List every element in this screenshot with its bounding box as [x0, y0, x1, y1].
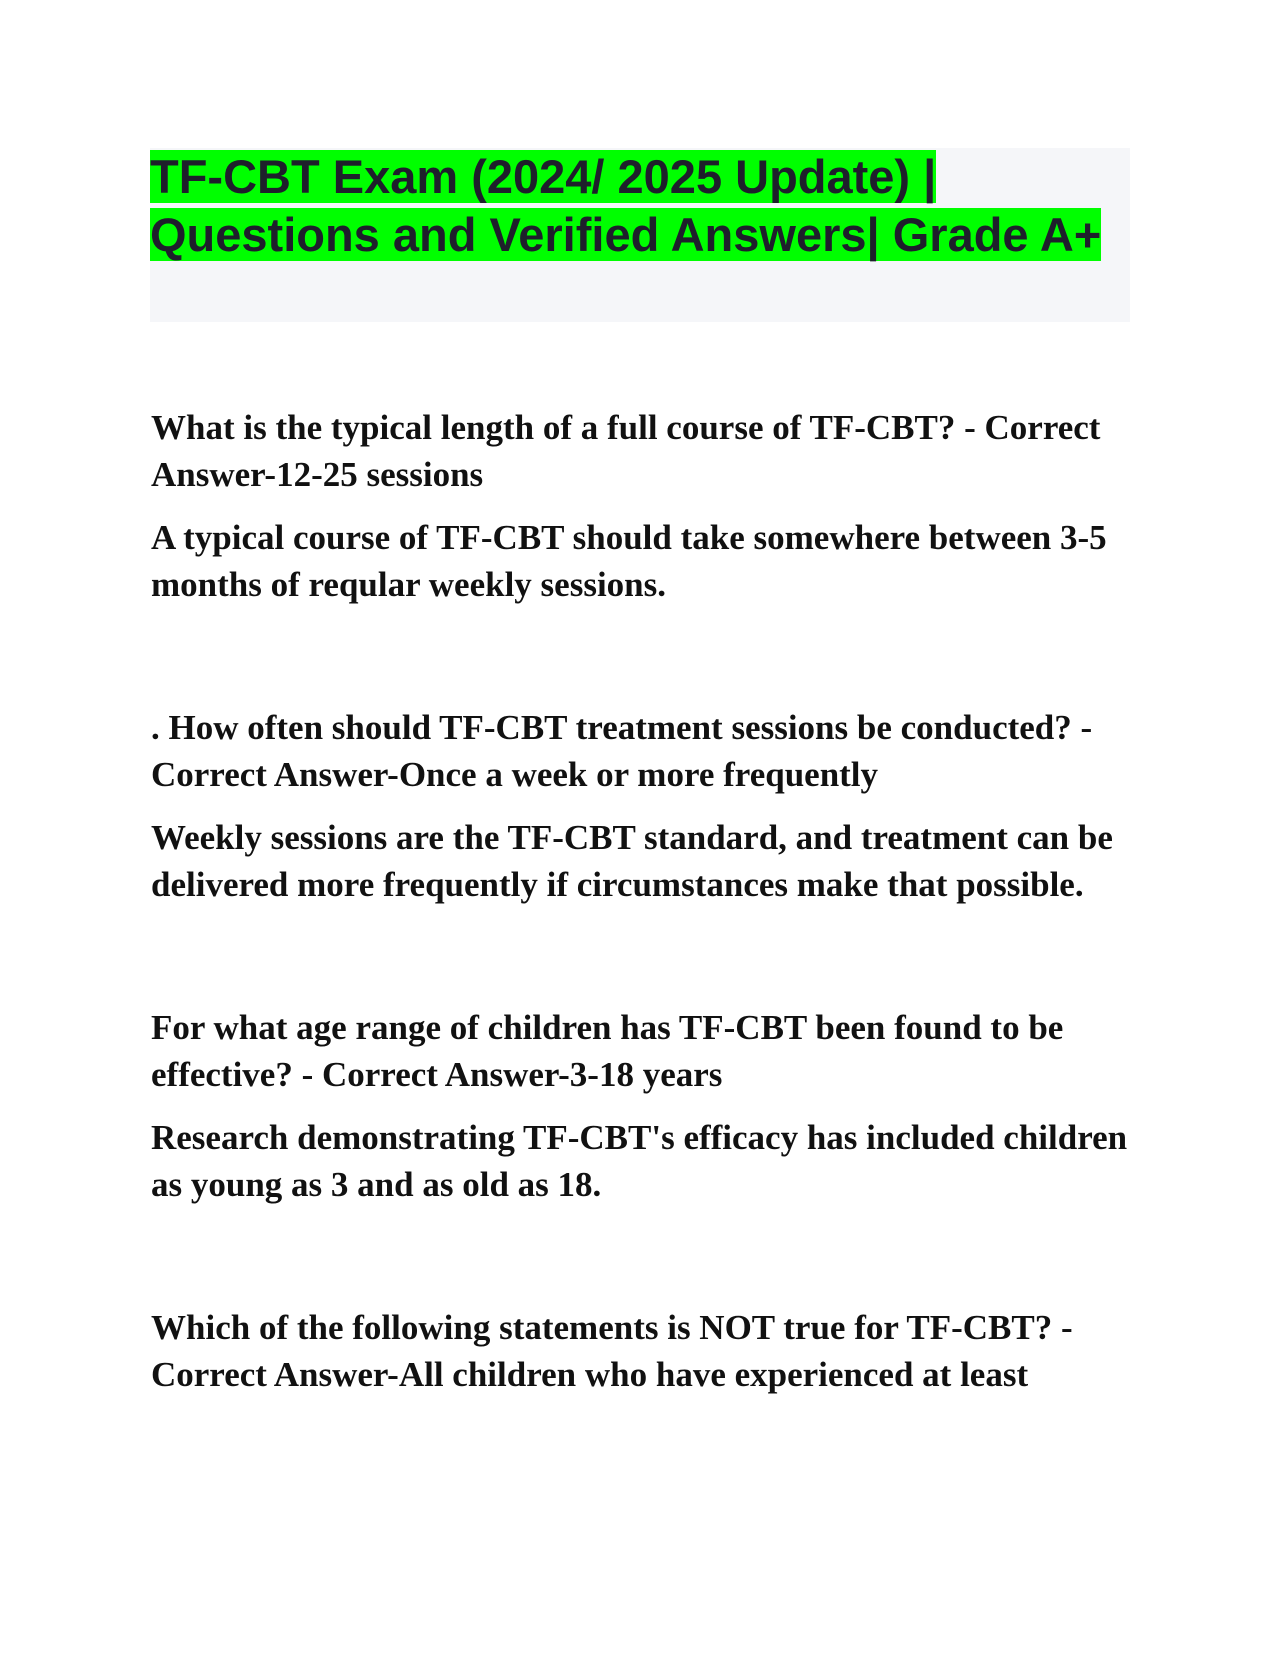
question-text: . How often should TF-CBT treatment sessions be conducted? - Correct Answer-Once a week or more frequently — [151, 708, 1093, 794]
qa-item — [151, 404, 1131, 608]
explanation-text: Research demonstrating TF-CBT's efficacy has included children as young as 3 and as old as 18. — [151, 1118, 1128, 1204]
document-title — [150, 148, 1130, 264]
title-block — [150, 148, 1130, 322]
question-text: What is the typical length of a full course of TF-CBT? - Correct Answer-12-25 sessions — [151, 408, 1101, 494]
explanation-text: Weekly sessions are the TF-CBT standard, and treatment can be delivered more frequently if circumstances make that possible. — [151, 818, 1113, 904]
question-text: For what age range of children has TF-CBT been found to be effective? - Correct Answer-3-18 years — [151, 1008, 1064, 1094]
question-text: Which of the following statements is NOT true for TF-CBT? - Correct Answer-All children who have experienced at least — [151, 1308, 1073, 1394]
explanation-text: A typical course of TF-CBT should take somewhere between 3-5 months of reqular weekly sessions. — [151, 518, 1107, 604]
qa-item — [151, 704, 1131, 908]
qa-item — [151, 1004, 1131, 1208]
qa-item — [151, 1304, 1131, 1398]
document-body — [151, 404, 1131, 1398]
document-title-text: TF-CBT Exam (2024/ 2025 Update) | Questions and Verified Answers| Grade A+ — [150, 150, 1102, 261]
